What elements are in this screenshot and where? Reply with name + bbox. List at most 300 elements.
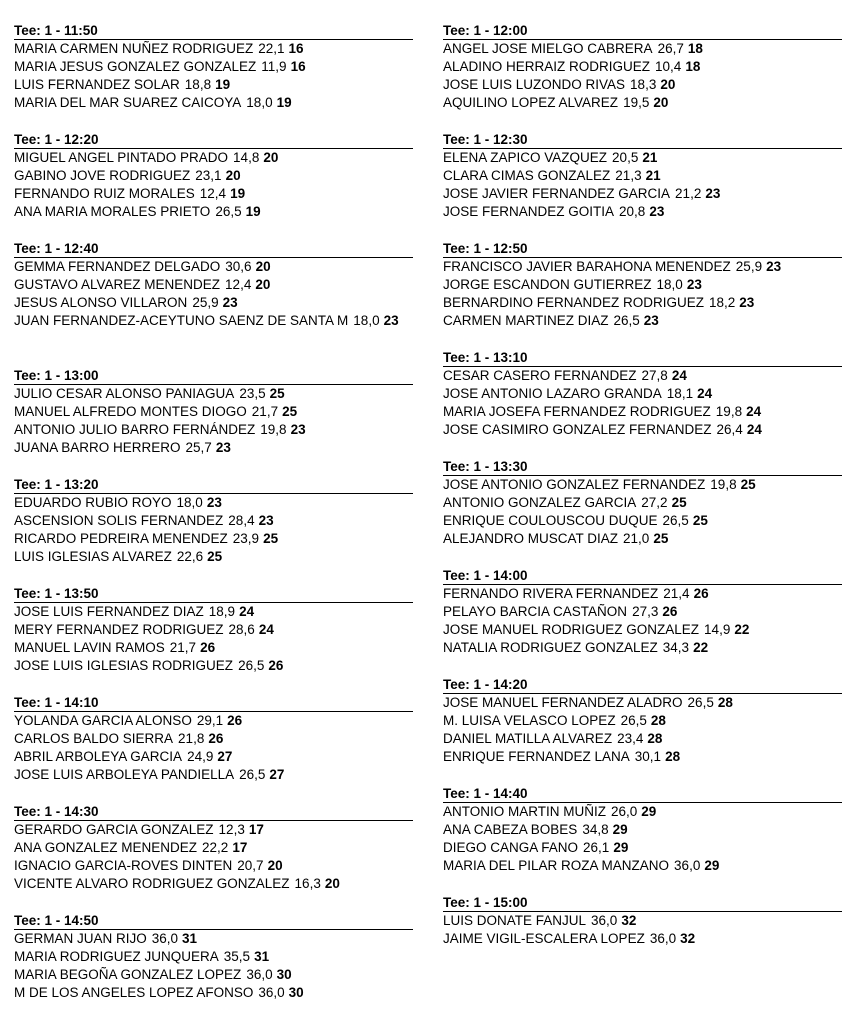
tee-group <box>14 132 414 241</box>
player-handicap: 26,5 <box>687 695 714 710</box>
player-name: CARLOS BALDO SIERRA <box>14 731 174 746</box>
player-score: 29 <box>612 822 628 837</box>
player-row <box>14 766 414 784</box>
player-row <box>14 948 414 966</box>
player-name: JULIO CESAR ALONSO PANIAGUA <box>14 386 235 401</box>
player-score: 23 <box>383 313 399 328</box>
player-name: ANTONIO MARTIN MUÑIZ <box>443 804 607 819</box>
player-handicap: 36,0 <box>258 985 285 1000</box>
player-name: MARIA CARMEN NUÑEZ RODRIGUEZ <box>14 41 254 56</box>
tee-time-heading: Tee: 1 - 13:50 <box>14 586 413 603</box>
player-handicap: 18,0 <box>656 277 683 292</box>
player-row <box>14 857 414 875</box>
player-row <box>443 476 843 494</box>
player-row <box>14 494 414 512</box>
tee-time-heading: Tee: 1 - 12:30 <box>443 132 842 149</box>
player-handicap: 23,9 <box>232 531 260 546</box>
player-score: 23 <box>739 295 755 310</box>
player-handicap: 26,5 <box>239 767 266 782</box>
player-row <box>443 494 843 512</box>
player-name: VICENTE ALVARO RODRIGUEZ GONZALEZ <box>14 876 290 891</box>
player-score: 29 <box>613 840 629 855</box>
player-row <box>443 76 843 94</box>
player-name: GERMAN JUAN RIJO <box>14 931 147 946</box>
player-handicap: 22,2 <box>202 840 229 855</box>
player-row <box>14 512 414 530</box>
player-name: JAIME VIGIL-ESCALERA LOPEZ <box>443 931 645 946</box>
player-score: 29 <box>704 858 720 873</box>
player-row <box>443 530 843 548</box>
player-name: M DE LOS ANGELES LOPEZ AFONSO <box>14 985 254 1000</box>
player-row <box>14 149 414 167</box>
tee-group <box>14 804 414 913</box>
player-handicap: 14,9 <box>704 622 731 637</box>
player-handicap: 36,0 <box>674 858 701 873</box>
player-handicap: 23,1 <box>195 168 222 183</box>
tee-time-heading: Tee: 1 - 14:30 <box>14 804 413 821</box>
player-row <box>443 40 843 58</box>
player-handicap: 26,5 <box>238 658 265 673</box>
player-score: 26 <box>200 640 216 655</box>
player-name: LUIS IGLESIAS ALVAREZ <box>14 549 172 564</box>
player-score: 25 <box>671 495 687 510</box>
player-name: DIEGO CANGA FANO <box>443 840 579 855</box>
player-row <box>443 421 843 439</box>
player-score: 31 <box>254 949 270 964</box>
player-name: ELENA ZAPICO VAZQUEZ <box>443 150 608 165</box>
player-score: 32 <box>680 931 696 946</box>
tee-time-heading: Tee: 1 - 13:10 <box>443 350 842 367</box>
player-score: 23 <box>649 204 665 219</box>
player-score: 21 <box>642 150 658 165</box>
player-name: MARIA DEL MAR SUAREZ CAICOYA <box>14 95 242 110</box>
player-handicap: 21,8 <box>178 731 205 746</box>
player-row <box>443 294 843 312</box>
player-row <box>443 730 843 748</box>
player-name: LUIS FERNANDEZ SOLAR <box>14 77 180 92</box>
player-score: 19 <box>276 95 292 110</box>
player-row <box>14 839 414 857</box>
player-handicap: 21,2 <box>675 186 702 201</box>
player-handicap: 18,1 <box>666 386 694 401</box>
player-row <box>14 294 414 312</box>
player-name: FERNANDO RIVERA FERNANDEZ <box>443 586 659 601</box>
player-score: 24 <box>746 404 762 419</box>
player-score: 23 <box>206 495 222 510</box>
player-score: 23 <box>215 440 231 455</box>
player-name: M. LUISA VELASCO LOPEZ <box>443 713 616 728</box>
player-row <box>443 385 843 403</box>
player-handicap: 27,3 <box>632 604 659 619</box>
tee-group <box>443 241 843 350</box>
player-row <box>14 530 414 548</box>
player-score: 17 <box>232 840 248 855</box>
player-score: 27 <box>269 767 285 782</box>
tee-group <box>443 132 843 241</box>
player-name: JOSE JAVIER FERNANDEZ GARCIA <box>443 186 671 201</box>
player-handicap: 22,6 <box>176 549 204 564</box>
player-row <box>14 58 414 76</box>
player-score: 19 <box>230 186 246 201</box>
player-name: ANTONIO JULIO BARRO FERNÁNDEZ <box>14 422 256 437</box>
player-row <box>443 167 843 185</box>
player-handicap: 10,4 <box>655 59 682 74</box>
player-row <box>14 748 414 766</box>
player-handicap: 22,1 <box>258 41 285 56</box>
player-handicap: 18,0 <box>246 95 273 110</box>
player-handicap: 30,1 <box>634 749 662 764</box>
player-name: CLARA CIMAS GONZALEZ <box>443 168 611 183</box>
tee-group <box>443 786 843 895</box>
player-name: JOSE MANUEL FERNANDEZ ALADRO <box>443 695 683 710</box>
player-handicap: 18,0 <box>353 313 380 328</box>
tee-time-heading: Tee: 1 - 13:00 <box>14 368 413 385</box>
player-row <box>14 639 414 657</box>
player-row <box>14 439 414 457</box>
player-row <box>14 712 414 730</box>
player-handicap: 34,3 <box>662 640 690 655</box>
tee-time-heading: Tee: 1 - 14:40 <box>443 786 842 803</box>
player-row <box>443 912 843 930</box>
player-score: 20 <box>653 95 669 110</box>
player-handicap: 20,5 <box>612 150 639 165</box>
player-handicap: 18,2 <box>709 295 736 310</box>
player-handicap: 21,4 <box>663 586 690 601</box>
player-row <box>14 966 414 984</box>
player-name: GEMMA FERNANDEZ DELGADO <box>14 259 221 274</box>
player-name: MARIA BEGOÑA GONZALEZ LOPEZ <box>14 967 242 982</box>
player-row <box>443 276 843 294</box>
player-handicap: 27,8 <box>641 368 668 383</box>
player-name: JOSE ANTONIO LAZARO GRANDA <box>443 386 662 401</box>
player-row <box>443 512 843 530</box>
player-score: 32 <box>621 913 637 928</box>
player-score: 22 <box>693 640 709 655</box>
player-row <box>443 930 843 948</box>
tee-time-heading: Tee: 1 - 12:00 <box>443 23 842 40</box>
player-score: 28 <box>647 731 663 746</box>
player-handicap: 25,7 <box>185 440 212 455</box>
player-row <box>14 603 414 621</box>
player-name: JOSE LUIS FERNANDEZ DIAZ <box>14 604 204 619</box>
player-handicap: 19,5 <box>623 95 650 110</box>
player-name: ANGEL JOSE MIELGO CABRERA <box>443 41 653 56</box>
player-row <box>443 621 843 639</box>
player-row <box>14 185 414 203</box>
player-row <box>14 167 414 185</box>
player-handicap: 19,8 <box>715 404 743 419</box>
player-name: GUSTAVO ALVAREZ MENENDEZ <box>14 277 221 292</box>
player-score: 22 <box>734 622 750 637</box>
tee-group <box>14 695 414 804</box>
player-handicap: 12,4 <box>225 277 252 292</box>
player-score: 25 <box>692 513 708 528</box>
player-score: 24 <box>746 422 762 437</box>
player-row <box>443 712 843 730</box>
player-name: JUAN FERNANDEZ-ACEYTUNO SAENZ DE SANTA M <box>14 313 349 328</box>
player-handicap: 21,7 <box>169 640 197 655</box>
player-name: MANUEL LAVIN RAMOS <box>14 640 165 655</box>
player-row <box>14 76 414 94</box>
player-handicap: 20,8 <box>619 204 646 219</box>
player-name: AQUILINO LOPEZ ALVAREZ <box>443 95 619 110</box>
player-score: 20 <box>263 150 279 165</box>
tee-time-heading: Tee: 1 - 14:50 <box>14 913 413 930</box>
player-row <box>14 730 414 748</box>
player-score: 23 <box>290 422 306 437</box>
player-row <box>14 94 414 112</box>
player-row <box>14 821 414 839</box>
player-handicap: 36,0 <box>591 913 618 928</box>
player-score: 28 <box>665 749 681 764</box>
tee-time-heading: Tee: 1 - 13:20 <box>14 477 413 494</box>
player-row <box>443 203 843 221</box>
tee-time-heading: Tee: 1 - 13:30 <box>443 459 842 476</box>
player-handicap: 35,5 <box>223 949 251 964</box>
player-handicap: 19,8 <box>710 477 737 492</box>
player-row <box>14 548 414 566</box>
player-name: YOLANDA GARCIA ALONSO <box>14 713 192 728</box>
player-row <box>14 657 414 675</box>
player-row <box>443 58 843 76</box>
player-handicap: 26,5 <box>620 713 647 728</box>
player-score: 19 <box>215 77 231 92</box>
player-name: JOSE MANUEL RODRIGUEZ GONZALEZ <box>443 622 700 637</box>
tee-time-heading: Tee: 1 - 12:40 <box>14 241 413 258</box>
player-name: CARMEN MARTINEZ DIAZ <box>443 313 609 328</box>
player-name: LUIS DONATE FANJUL <box>443 913 587 928</box>
tee-time-heading: Tee: 1 - 12:50 <box>443 241 842 258</box>
player-row <box>443 403 843 421</box>
player-row <box>14 276 414 294</box>
player-row <box>14 421 414 439</box>
player-handicap: 18,0 <box>176 495 203 510</box>
player-score: 30 <box>276 967 292 982</box>
tee-time-heading: Tee: 1 - 12:20 <box>14 132 413 149</box>
player-row <box>14 312 442 330</box>
player-row <box>14 930 414 948</box>
player-score: 18 <box>687 41 703 56</box>
player-handicap: 20,7 <box>237 858 264 873</box>
player-name: MARIA RODRIGUEZ JUNQUERA <box>14 949 219 964</box>
player-row <box>443 639 843 657</box>
player-name: ANA MARIA MORALES PRIETO <box>14 204 211 219</box>
tee-group <box>443 895 843 1004</box>
player-row <box>443 748 843 766</box>
player-handicap: 26,7 <box>657 41 684 56</box>
player-score: 26 <box>208 731 224 746</box>
player-handicap: 34,8 <box>582 822 609 837</box>
player-handicap: 14,8 <box>233 150 260 165</box>
player-handicap: 30,6 <box>225 259 252 274</box>
player-handicap: 23,4 <box>617 731 644 746</box>
player-name: ALEJANDRO MUSCAT DIAZ <box>443 531 619 546</box>
player-row <box>14 258 414 276</box>
player-name: NATALIA RODRIGUEZ GONZALEZ <box>443 640 658 655</box>
player-row <box>443 185 843 203</box>
player-handicap: 21,3 <box>615 168 642 183</box>
player-handicap: 28,6 <box>228 622 255 637</box>
player-row <box>14 984 414 1002</box>
player-row <box>443 821 843 839</box>
player-name: ANA CABEZA BOBES <box>443 822 578 837</box>
player-score: 23 <box>705 186 721 201</box>
player-row <box>14 621 414 639</box>
player-score: 21 <box>645 168 661 183</box>
player-score: 26 <box>227 713 243 728</box>
player-score: 27 <box>217 749 233 764</box>
player-score: 23 <box>766 259 782 274</box>
player-name: ENRIQUE FERNANDEZ LANA <box>443 749 630 764</box>
player-score: 17 <box>248 822 264 837</box>
player-score: 16 <box>290 59 306 74</box>
player-name: MARIA JESUS GONZALEZ GONZALEZ <box>14 59 257 74</box>
player-row <box>14 40 414 58</box>
player-name: ALADINO HERRAIZ RODRIGUEZ <box>443 59 651 74</box>
player-row <box>443 603 843 621</box>
player-row <box>443 367 843 385</box>
player-name: PELAYO BARCIA CASTAÑON <box>443 604 628 619</box>
player-row <box>443 312 843 330</box>
player-handicap: 11,9 <box>261 59 287 74</box>
player-handicap: 26,0 <box>611 804 638 819</box>
tee-group <box>14 477 414 586</box>
player-name: ANA GONZALEZ MENENDEZ <box>14 840 198 855</box>
player-handicap: 25,9 <box>735 259 763 274</box>
tee-group <box>14 241 414 368</box>
player-handicap: 16,3 <box>294 876 321 891</box>
player-row <box>14 875 414 893</box>
player-name: JOSE LUIS LUZONDO RIVAS <box>443 77 626 92</box>
player-handicap: 19,8 <box>260 422 287 437</box>
player-score: 24 <box>697 386 713 401</box>
player-name: FRANCISCO JAVIER BARAHONA MENENDEZ <box>443 259 731 274</box>
player-handicap: 18,8 <box>184 77 212 92</box>
player-handicap: 25,9 <box>192 295 219 310</box>
player-handicap: 24,9 <box>187 749 214 764</box>
tee-group <box>14 23 414 132</box>
player-row <box>443 149 843 167</box>
player-row <box>14 403 414 421</box>
player-row <box>443 803 843 821</box>
player-handicap: 28,4 <box>228 513 255 528</box>
player-handicap: 29,1 <box>196 713 224 728</box>
player-name: BERNARDINO FERNANDEZ RODRIGUEZ <box>443 295 705 310</box>
player-score: 23 <box>643 313 659 328</box>
player-row <box>443 839 843 857</box>
player-handicap: 12,4 <box>199 186 227 201</box>
right-column <box>443 23 843 1004</box>
player-name: CESAR CASERO FERNANDEZ <box>443 368 637 383</box>
player-score: 25 <box>269 386 285 401</box>
player-name: JOSE LUIS ARBOLEYA PANDIELLA <box>14 767 235 782</box>
player-row <box>443 585 843 603</box>
tee-group <box>14 586 414 695</box>
player-name: MIGUEL ANGEL PINTADO PRADO <box>14 150 229 165</box>
player-score: 18 <box>685 59 701 74</box>
player-handicap: 36,0 <box>649 931 677 946</box>
player-name: JOSE FERNANDEZ GOITIA <box>443 204 615 219</box>
player-handicap: 36,0 <box>151 931 179 946</box>
player-handicap: 26,5 <box>662 513 689 528</box>
player-name: JOSE ANTONIO GONZALEZ FERNANDEZ <box>443 477 706 492</box>
player-name: EDUARDO RUBIO ROYO <box>14 495 172 510</box>
player-handicap: 12,3 <box>218 822 245 837</box>
player-score: 25 <box>263 531 279 546</box>
tee-group <box>14 913 414 1022</box>
player-name: IGNACIO GARCIA-ROVES DINTEN <box>14 858 233 873</box>
player-score: 20 <box>225 168 241 183</box>
player-score: 20 <box>660 77 676 92</box>
player-name: ANTONIO GONZALEZ GARCIA <box>443 495 637 510</box>
tee-group <box>443 350 843 459</box>
player-name: JOSE CASIMIRO GONZALEZ FERNANDEZ <box>443 422 712 437</box>
player-score: 26 <box>268 658 284 673</box>
player-name: GABINO JOVE RODRIGUEZ <box>14 168 191 183</box>
tee-group <box>443 23 843 132</box>
player-handicap: 18,3 <box>630 77 657 92</box>
player-score: 24 <box>671 368 687 383</box>
player-handicap: 21,0 <box>623 531 650 546</box>
tee-group <box>14 368 414 477</box>
player-name: JOSE LUIS IGLESIAS RODRIGUEZ <box>14 658 234 673</box>
player-handicap: 23,5 <box>239 386 266 401</box>
tee-time-heading: Tee: 1 - 14:00 <box>443 568 842 585</box>
tee-group <box>443 677 843 786</box>
tee-time-heading: Tee: 1 - 11:50 <box>14 23 413 40</box>
player-score: 29 <box>641 804 657 819</box>
player-handicap: 27,2 <box>641 495 668 510</box>
player-score: 24 <box>239 604 255 619</box>
player-score: 25 <box>207 549 223 564</box>
player-score: 28 <box>650 713 666 728</box>
player-row <box>443 258 843 276</box>
player-score: 20 <box>267 858 283 873</box>
player-score: 26 <box>693 586 709 601</box>
left-column <box>14 23 414 1022</box>
player-row <box>443 694 843 712</box>
player-score: 20 <box>255 259 271 274</box>
player-name: MERY FERNANDEZ RODRIGUEZ <box>14 622 224 637</box>
player-score: 25 <box>282 404 298 419</box>
player-name: MARIA JOSEFA FERNANDEZ RODRIGUEZ <box>443 404 711 419</box>
player-handicap: 21,7 <box>251 404 279 419</box>
player-score: 31 <box>182 931 198 946</box>
player-name: MANUEL ALFREDO MONTES DIOGO <box>14 404 247 419</box>
player-name: ENRIQUE COULOUSCOU DUQUE <box>443 513 658 528</box>
player-score: 25 <box>740 477 756 492</box>
player-name: JUANA BARRO HERRERO <box>14 440 181 455</box>
player-name: DANIEL MATILLA ALVAREZ <box>443 731 613 746</box>
player-handicap: 18,9 <box>208 604 236 619</box>
player-name: RICARDO PEDREIRA MENENDEZ <box>14 531 228 546</box>
player-name: ABRIL ARBOLEYA GARCIA <box>14 749 183 764</box>
player-score: 24 <box>258 622 274 637</box>
player-row <box>14 385 414 403</box>
player-row <box>443 94 843 112</box>
player-score: 20 <box>324 876 340 891</box>
player-score: 30 <box>288 985 304 1000</box>
player-score: 23 <box>258 513 274 528</box>
player-handicap: 26,5 <box>613 313 640 328</box>
tee-time-heading: Tee: 1 - 14:20 <box>443 677 842 694</box>
player-row <box>14 203 414 221</box>
tee-time-heading: Tee: 1 - 15:00 <box>443 895 842 912</box>
player-handicap: 36,0 <box>246 967 273 982</box>
player-score: 19 <box>245 204 261 219</box>
tee-time-heading: Tee: 1 - 14:10 <box>14 695 413 712</box>
player-row <box>443 857 843 875</box>
